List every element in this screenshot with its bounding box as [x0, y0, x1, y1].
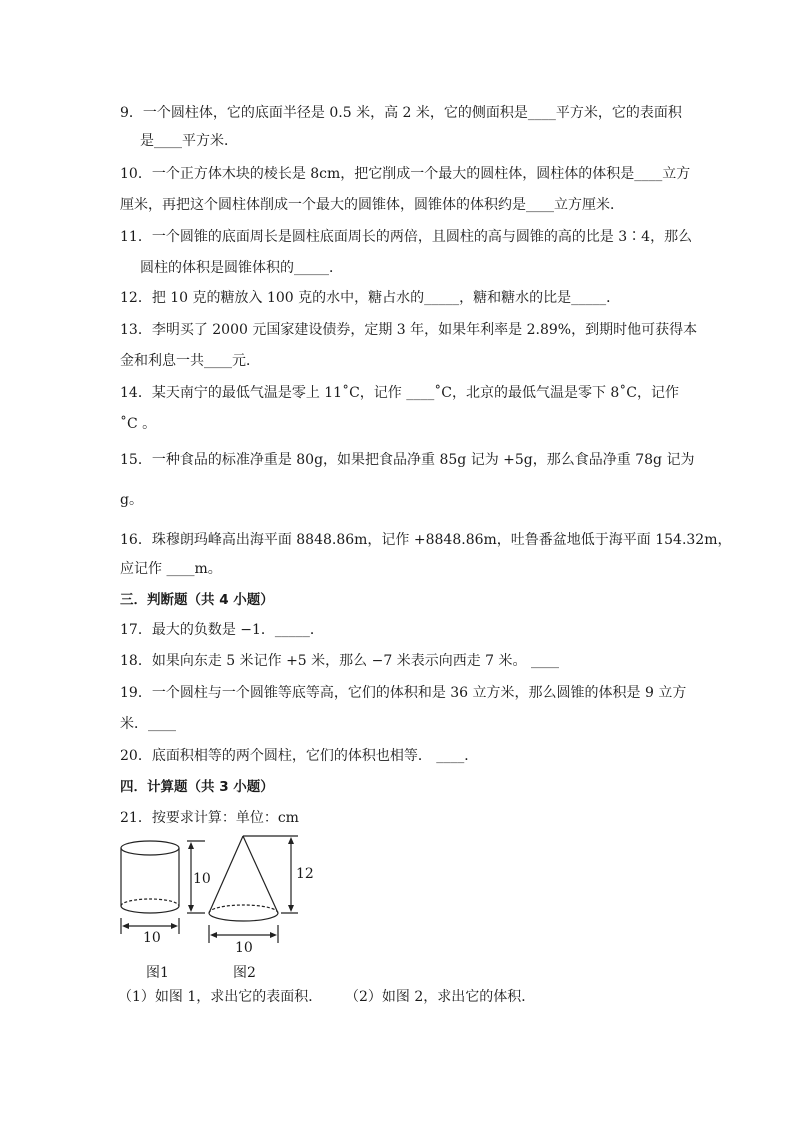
q12-line1: 12．把 10 克的糖放入 100 克的水中，糖占水的_____，糖和糖水的比是_____．	[120, 290, 621, 306]
q9-line2: 是____平方米．	[140, 133, 238, 149]
fig1-height-label: 10	[193, 871, 211, 887]
q11-line1: 11．一个圆锥的底面周长是圆柱底面周长的两倍，且圆柱的高与圆锥的高的比是 3∶4，那么	[120, 229, 693, 245]
fig1-caption: 图1	[146, 965, 169, 981]
q18-line1: 18．如果向东走 5 米记作 +5 米，那么 −7 米表示向西走 7 米。 ____	[120, 653, 559, 669]
q15-line1: 15．一种食品的标准净重是 80g，如果把食品净重 85g 记为 +5g，那么食品净重 78g 记为	[120, 452, 695, 468]
q10-line1: 10．一个正方体木块的棱长是 8cm，把它削成一个最大的圆柱体，圆柱体的体积是____立方	[120, 166, 691, 182]
q20-line1: 20．底面积相等的两个圆柱，它们的体积也相等． ____．	[120, 748, 479, 764]
section4-title: 四．计算题（共 3 小题）	[120, 779, 274, 795]
q15-line2: g。	[120, 492, 143, 508]
q19-line2: 米．____	[120, 716, 176, 732]
q21-part2: （2）如图 2，求出它的体积．	[345, 989, 536, 1005]
q17-line1: 17．最大的负数是 −1．_____．	[120, 622, 324, 638]
q13-line1: 13．李明买了 2000 元国家建设债券，定期 3 年，如果年利率是 2.89%，到期时他可获得本	[120, 322, 698, 338]
cone-figure	[209, 836, 278, 921]
q14-line2: ˚C 。	[120, 416, 157, 432]
q11-line2: 圆柱的体积是圆锥体积的_____．	[140, 260, 343, 276]
q21-line1: 21．按要求计算：单位：cm	[120, 810, 299, 826]
q21-part1: （1）如图 1，求出它的表面积．	[118, 989, 323, 1005]
q19-line1: 19．一个圆柱与一个圆锥等底等高，它们的体积和是 36 立方米，那么圆锥的体积是 9 立方	[120, 685, 687, 701]
fig2-diameter-label: 10	[235, 940, 253, 956]
q14-line1: 14．某天南宁的最低气温是零上 11˚C，记作 ____˚C，北京的最低气温是零下 8˚C，记作	[120, 385, 680, 401]
q16-line2: 应记作 ____m。	[120, 561, 222, 577]
q16-line1: 16．珠穆朗玛峰高出海平面 8848.86m，记作 +8848.86m，吐鲁番盆地低于海平面 154.32m，	[120, 532, 732, 548]
section3-title: 三．判断题（共 4 小题）	[120, 592, 274, 608]
q10-line2: 厘米，再把这个圆柱体削成一个最大的圆锥体，圆锥体的体积约是____立方厘米．	[120, 197, 624, 213]
cylinder-figure	[121, 841, 179, 913]
q13-line2: 金和利息一共____元．	[120, 353, 260, 369]
q9-line1: 9．一个圆柱体，它的底面半径是 0.5 米，高 2 米，它的侧面积是____平方米，它的表面积	[120, 105, 682, 121]
fig2-caption: 图2	[233, 965, 256, 981]
fig1-diameter-label: 10	[143, 930, 161, 946]
fig2-height-label: 12	[296, 866, 314, 882]
